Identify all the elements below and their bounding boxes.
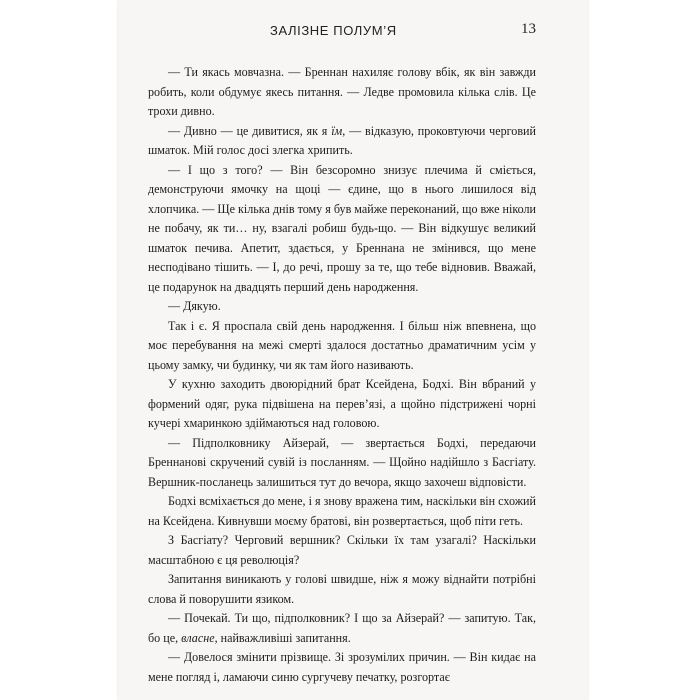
text-run: — Підполковнику Айзерай, — звертається Бодхі, передаючи Бреннанові скручений сувій із посланням. — Щойно надійшло з Басгіату. Вершник-посланець залишиться тут до вечора, якщо захочеш відповісти. [148, 435, 536, 489]
paragraph [148, 434, 536, 493]
emphasis-text: власне [181, 630, 215, 645]
paragraph [148, 297, 536, 317]
paragraph [148, 570, 536, 609]
page-header [118, 20, 588, 42]
paragraph [148, 161, 536, 298]
paragraph [148, 492, 536, 531]
paragraph [148, 531, 536, 570]
text-run: — Довелося змінити прізвище. Зі зрозумілих причин. — Він кидає на мене погляд і, ламаючи синю сургучеву печатку, розгортає [148, 650, 536, 684]
body-text [148, 63, 536, 687]
text-run: З Басгіату? Черговий вершник? Скільки їх там узагалі? Наскільки масштабною є ця революція? [148, 533, 536, 567]
book-page [118, 0, 588, 700]
text-run: — Дивно — це дивитися, як я [168, 123, 332, 138]
text-run: Запитання виникають у голові швидше, ніж я можу віднайти потрібні слова й поворушити язиком. [148, 572, 536, 606]
paragraph [148, 317, 536, 376]
text-run: — Дякую. [168, 299, 221, 313]
paragraph [148, 375, 536, 434]
paragraph [148, 122, 536, 161]
text-run: Бодхі всміхається до мене, і я знову вражена тим, наскільки він схожий на Ксейдена. Кивнувши моєму братові, він розвертається, щоб піти геть. [148, 494, 536, 528]
paragraph [148, 609, 536, 648]
text-run: — І що з того? — Він безсоромно знизує плечима й сміється, демонструючи ямочку на щоці — єдине, що в нього лишилося від хлопчика. — Ще кілька днів тому я був майже переконаний, що вже ніколи не побачу, як ти… ну, взагалі робиш будь-що. — Він відкушує великий шматок печива. Апетит, здається, у Бреннана не змінився, що мене несподівано тішить. — І, до речі, прошу за те, що тебе відновив. Вважай, це подарунок на двадцять перший день народження. [148, 162, 536, 294]
text-run: — Ти якась мовчазна. — Бреннан нахиляє голову вбік, як він завжди робить, коли обдумує якесь питання. — Ледве промовила кілька слів. Це трохи дивно. [148, 65, 536, 118]
emphasis-text: їм [331, 123, 343, 138]
page-number: 13 [521, 21, 536, 37]
paragraph [148, 63, 536, 122]
text-run: Так і є. Я проспала свій день народження. І більш ніж впевнена, що моє перебування на межі смерті здалося достатньо драматичним усім у цьому замку, чи будинку, чи як там його називають. [148, 318, 536, 372]
text-run: — Почекай. Ти що, підполковник? І що за Айзерай? — запитую. Так, бо це, [148, 611, 536, 645]
running-title: ЗАЛІЗНЕ ПОЛУМ’Я [270, 23, 397, 38]
text-run: , найважливіші запитання. [214, 630, 351, 645]
text-run: У кухню заходить двоюрідний брат Ксейдена, Бодхі. Він вбраний у формений одяг, рука підвішена на перев’язі, а щойно підстрижені чорні кучері хмаринкою здіймаються над головою. [148, 377, 536, 430]
paragraph [148, 648, 536, 687]
text-run: , — відказую, проковтуючи черговий шматок. Мій голос досі злегка хрипить. [148, 123, 536, 157]
